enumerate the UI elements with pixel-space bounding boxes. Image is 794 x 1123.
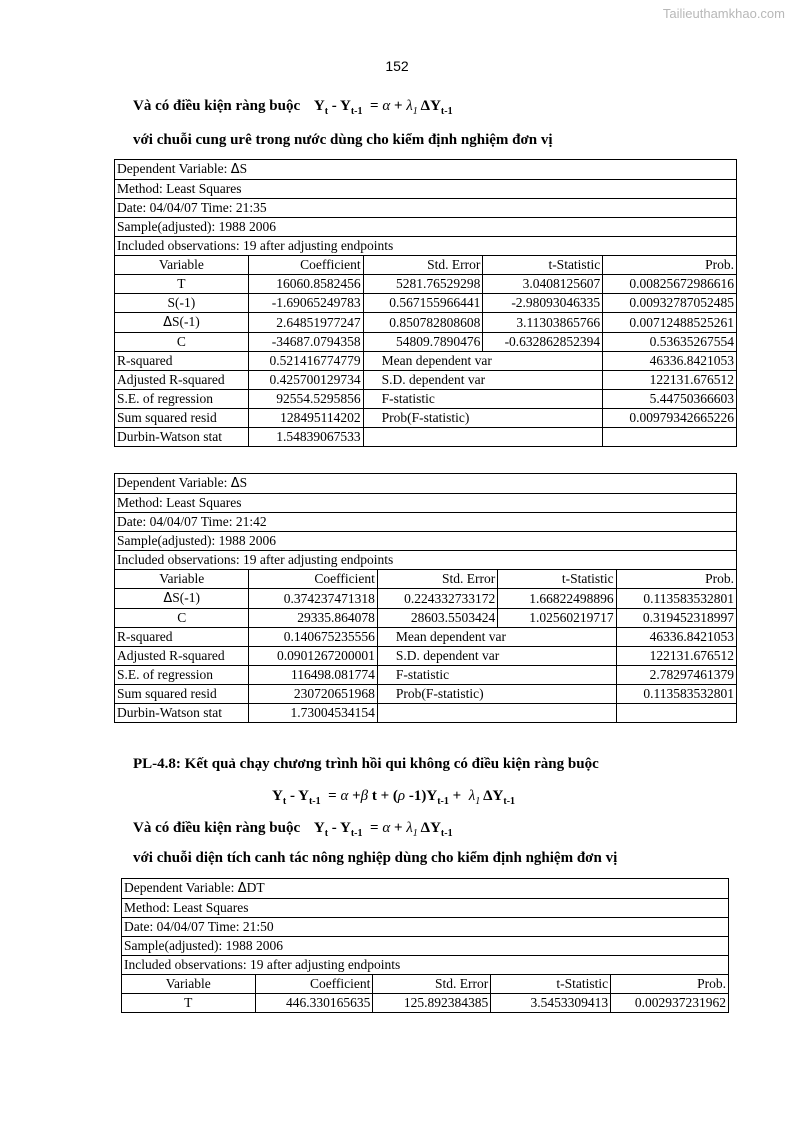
included-observations: Included observations: 19 after adjusting endpoints — [122, 956, 729, 975]
regression-table-3 — [121, 878, 729, 1013]
unconstrained-formula: $Y_t - Y_{t-1} = \alpha +\beta$ t + (ρ $-1)Y_{t-1} + \lambda_1$ $\Delta Y_{t-1}$ — [272, 788, 516, 807]
table-header: Variable Coefficient Std. Error t-Statistic Prob. — [122, 975, 729, 994]
date: Date: 04/04/07 Time: 21:42 — [115, 513, 737, 532]
stats-row: S.E. of regression 92554.5295856 F-statistic 5.44750366603 — [115, 390, 737, 409]
constraint-text: Và có điều kiện ràng buộc — [133, 820, 301, 836]
sample: Sample(adjusted): 1988 2006 — [115, 218, 737, 237]
table-header: Variable Coefficient Std. Error t-Statistic Prob. — [115, 256, 737, 275]
stats-row: Durbin-Watson stat 1.73004534154 — [115, 704, 737, 723]
table-row: S(-1) -1.69065249783 0.567155966441 -2.98093046335 0.00932787052485 — [115, 294, 737, 313]
table-header: Variable Coefficient Std. Error t-Statistic Prob. — [115, 570, 737, 589]
table-row: C -34687.0794358 54809.7890476 -0.632862852394 0.53635267554 — [115, 333, 737, 352]
stats-row: R-squared 0.521416774779 Mean dependent var 46336.8421053 — [115, 352, 737, 371]
watermark: Tailieuthamkhao.com — [662, 6, 785, 21]
included-observations: Included observations: 19 after adjusting endpoints — [115, 237, 737, 256]
included-observations: Included observations: 19 after adjusting endpoints — [115, 551, 737, 570]
method: Method: Least Squares — [122, 899, 729, 918]
constraint-formula: $Y_t - Y_{t-1} = \alpha + \lambda_1$ $\Delta Y_{t-1}$ — [313, 98, 453, 117]
table-row: ΔS(-1) 2.64851977247 0.850782808608 3.11303865766 0.00712488525261 — [115, 313, 737, 333]
page-number: 152 — [385, 58, 409, 74]
date: Date: 04/04/07 Time: 21:50 — [122, 918, 729, 937]
constraint-formula: $Y_t - Y_{t-1} = \alpha + \lambda_1$ $\Delta Y_{t-1}$ — [313, 820, 453, 839]
date: Date: 04/04/07 Time: 21:35 — [115, 199, 737, 218]
stats-row: Durbin-Watson stat 1.54839067533 — [115, 428, 737, 447]
stats-row: Adjusted R-squared 0.425700129734 S.D. dependent var 122131.676512 — [115, 371, 737, 390]
stats-row: S.E. of regression 116498.081774 F-statistic 2.78297461379 — [115, 666, 737, 685]
stats-row: Adjusted R-squared 0.0901267200001 S.D. dependent var 122131.676512 — [115, 647, 737, 666]
sample: Sample(adjusted): 1988 2006 — [115, 532, 737, 551]
regression-table-2 — [114, 473, 737, 723]
table-row: T 16060.8582456 5281.76529298 3.0408125607 0.00825672986616 — [115, 275, 737, 294]
sample: Sample(adjusted): 1988 2006 — [122, 937, 729, 956]
stats-row: Sum squared resid 128495114202 Prob(F-statistic) 0.00979342665226 — [115, 409, 737, 428]
table-row: C 29335.864078 28603.5503424 1.02560219717 0.319452318997 — [115, 609, 737, 628]
dependent-variable: Dependent Variable: ΔS — [115, 160, 737, 180]
dependent-variable: Dependent Variable: ΔDT — [122, 879, 729, 899]
series-description-2: với chuỗi diện tích canh tác nông nghiệp dùng cho kiểm định nghiệm đơn vị — [133, 850, 618, 866]
dependent-variable: Dependent Variable: ΔS — [115, 474, 737, 494]
table-row: ΔS(-1) 0.374237471318 0.224332733172 1.66822498896 0.113583532801 — [115, 589, 737, 609]
constraint-text: Và có điều kiện ràng buộc — [133, 98, 301, 114]
regression-table-1 — [114, 159, 737, 447]
constraint-line-1 — [133, 98, 453, 117]
method: Method: Least Squares — [115, 180, 737, 199]
method: Method: Least Squares — [115, 494, 737, 513]
constraint-line-2 — [133, 820, 453, 839]
section-heading: PL-4.8: Kết quả chạy chương trình hồi qui không có điều kiện ràng buộc — [133, 756, 599, 772]
series-description-1: với chuỗi cung urê trong nước dùng cho kiểm định nghiệm đơn vị — [133, 132, 553, 148]
table-row: T 446.330165635 125.892384385 3.5453309413 0.002937231962 — [122, 994, 729, 1013]
stats-row: Sum squared resid 230720651968 Prob(F-statistic) 0.113583532801 — [115, 685, 737, 704]
stats-row: R-squared 0.140675235556 Mean dependent var 46336.8421053 — [115, 628, 737, 647]
